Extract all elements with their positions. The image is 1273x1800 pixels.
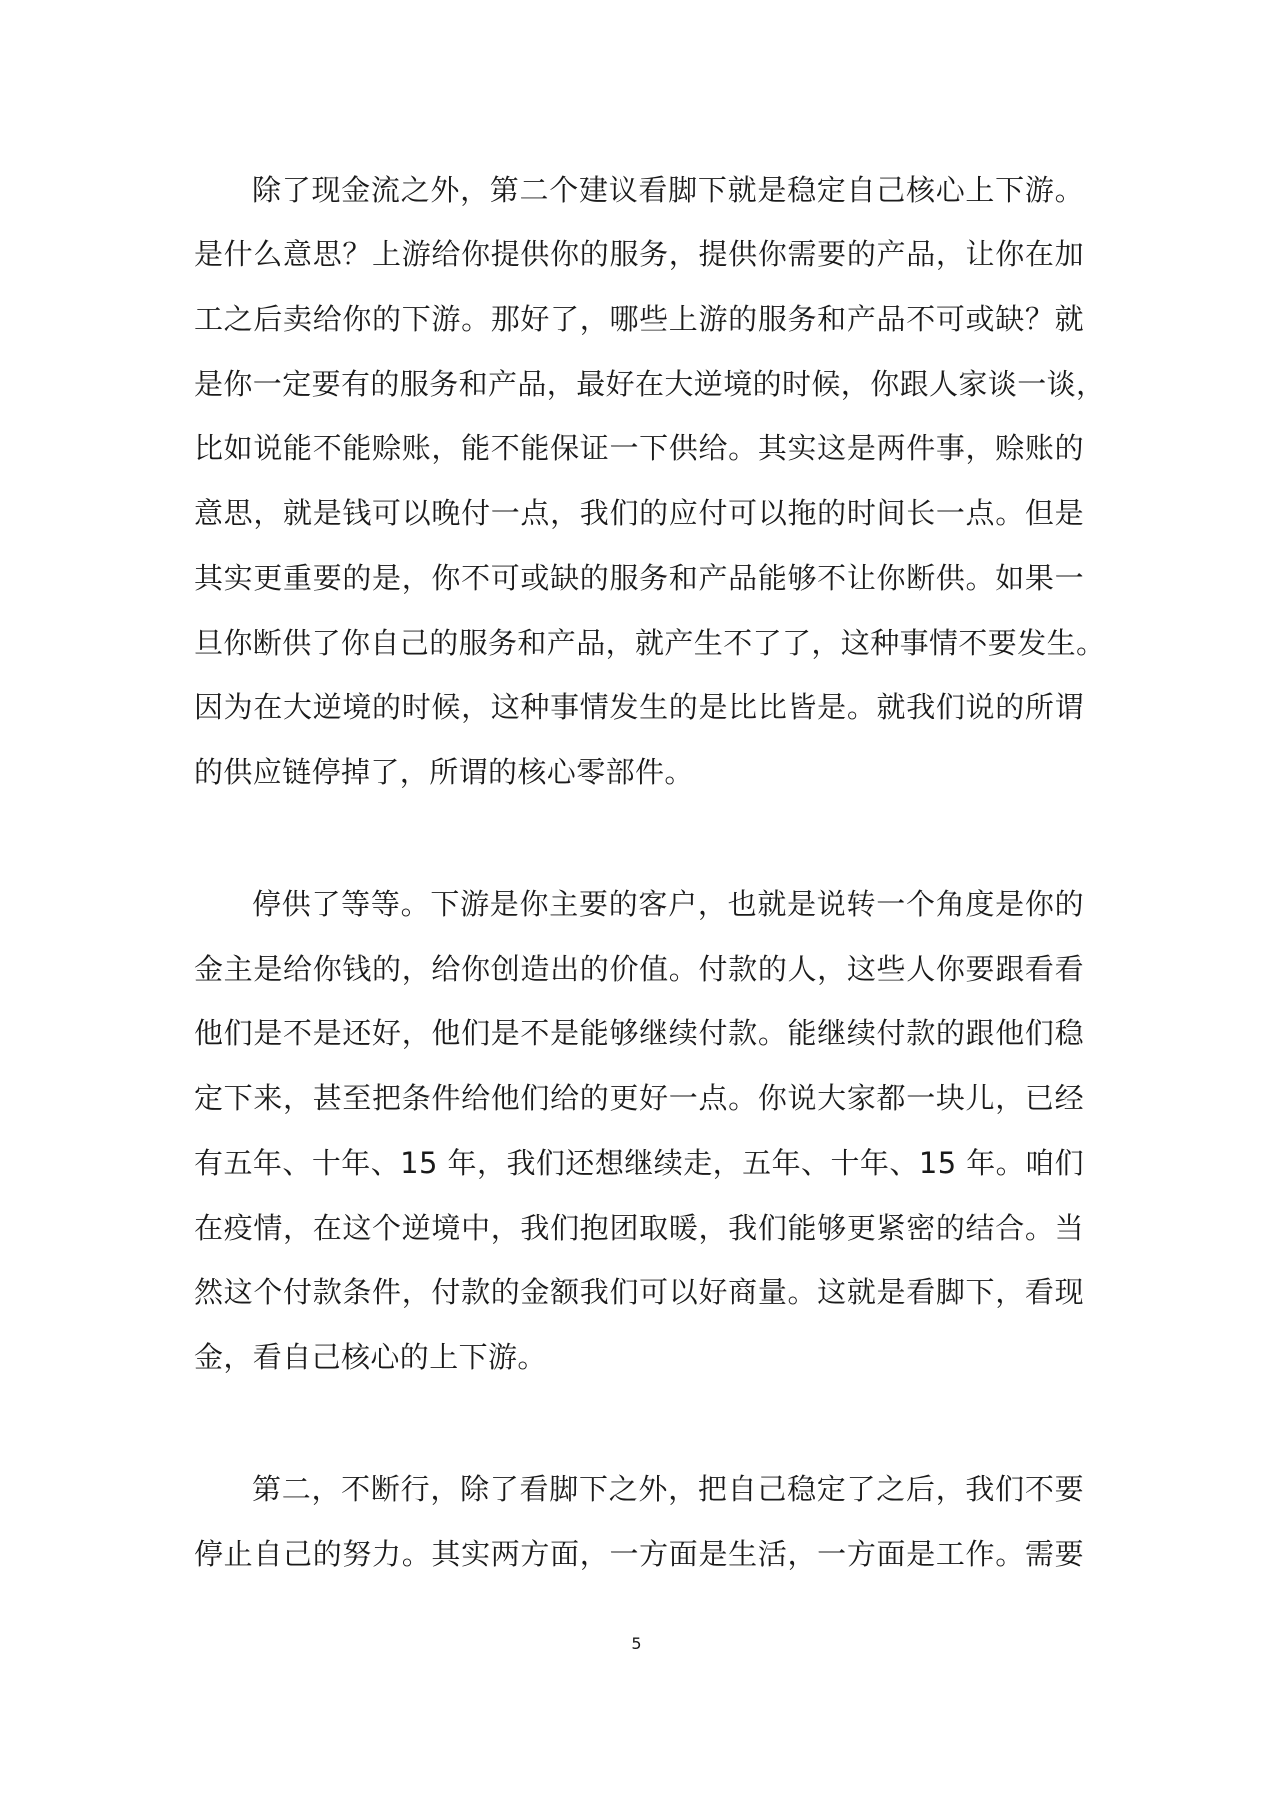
paragraph-2-line-7: 然这个付款条件，付款的金额我们可以好商量。这就是看脚下，看现 (194, 1275, 1084, 1309)
paragraph-1-line-8: 旦你断供了你自己的服务和产品，就产生不了了，这种事情不要发生。 (194, 626, 1106, 660)
paragraph-1-line-2: 是什么意思？上游给你提供你的服务，提供你需要的产品，让你在加 (194, 237, 1084, 271)
paragraph-3-line-2: 停止自己的努力。其实两方面，一方面是生活，一方面是工作。需要 (194, 1537, 1084, 1571)
paragraph-2-line-4: 定下来，甚至把条件给他们给的更好一点。你说大家都一块儿，已经 (194, 1081, 1084, 1115)
paragraph-1-line-5: 比如说能不能赊账，能不能保证一下供给。其实这是两件事，赊账的 (194, 431, 1084, 465)
paragraph-1-line-6: 意思，就是钱可以晚付一点，我们的应付可以拖的时间长一点。但是 (194, 496, 1084, 530)
paragraph-2-line-1: 停供了等等。下游是你主要的客户，也就是说转一个角度是你的 (252, 887, 1084, 921)
paragraph-2-line-6: 在疫情，在这个逆境中，我们抱团取暖，我们能够更紧密的结合。当 (194, 1211, 1084, 1245)
paragraph-1-line-7: 其实更重要的是，你不可或缺的服务和产品能够不让你断供。如果一 (194, 561, 1084, 595)
paragraph-2-line-5: 有五年、十年、15 年，我们还想继续走，五年、十年、15 年。咱们 (194, 1146, 1084, 1180)
paragraph-2-line-8: 金，看自己核心的上下游。 (194, 1340, 547, 1374)
paragraph-1-line-10: 的供应链停掉了，所谓的核心零部件。 (194, 755, 694, 789)
paragraph-2-line-2: 金主是给你钱的，给你创造出的价值。付款的人，这些人你要跟看看 (194, 952, 1084, 986)
page-number: 5 (631, 1634, 642, 1653)
paragraph-1-line-1: 除了现金流之外，第二个建议看脚下就是稳定自己核心上下游。 (252, 173, 1084, 207)
paragraph-1-line-9: 因为在大逆境的时候，这种事情发生的是比比皆是。就我们说的所谓 (194, 690, 1084, 724)
paragraph-3-line-1: 第二，不断行，除了看脚下之外，把自己稳定了之后，我们不要 (252, 1472, 1084, 1506)
paragraph-2-line-3: 他们是不是还好，他们是不是能够继续付款。能继续付款的跟他们稳 (194, 1016, 1084, 1050)
paragraph-1-line-4: 是你一定要有的服务和产品，最好在大逆境的时候，你跟人家谈一谈， (194, 367, 1106, 401)
paragraph-1-line-3: 工之后卖给你的下游。那好了，哪些上游的服务和产品不可或缺？就 (194, 302, 1084, 336)
